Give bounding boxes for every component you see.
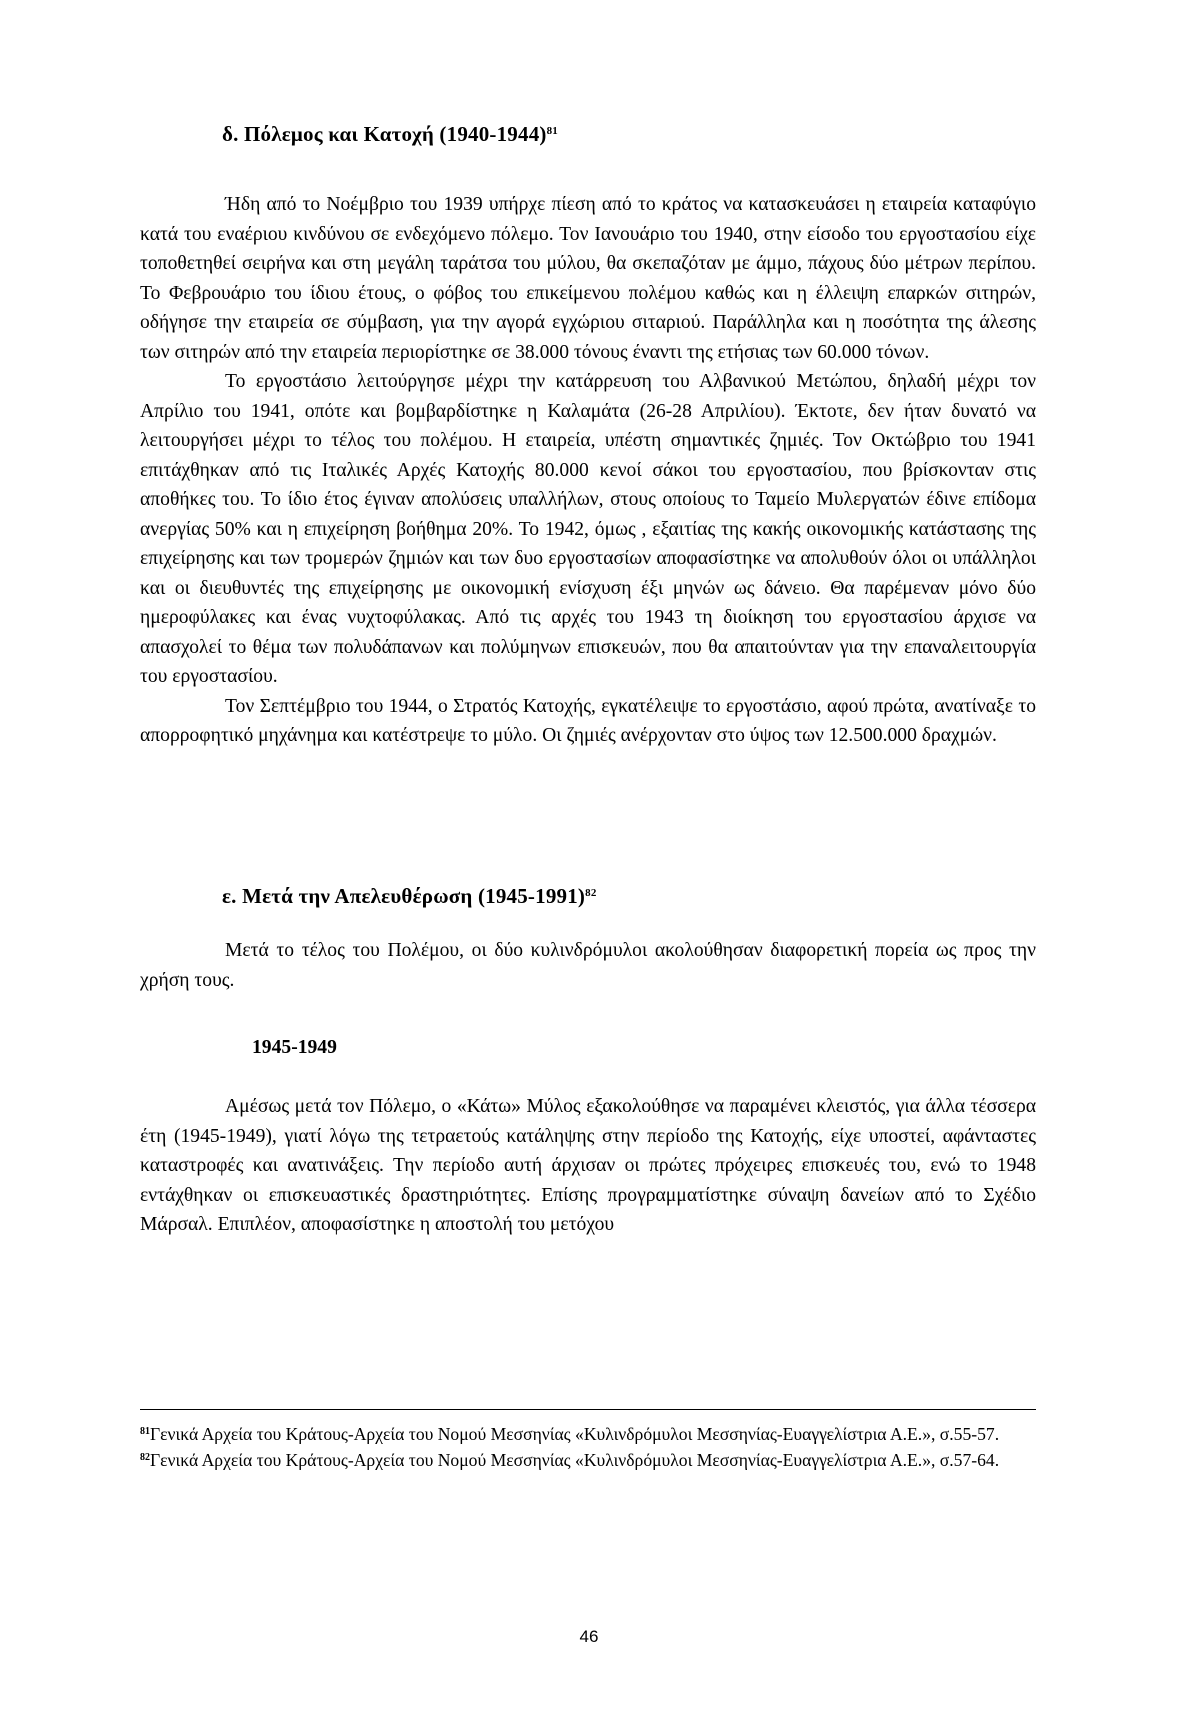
section-d-title: δ. Πόλεμος και Κατοχή (1940-1944) [222,122,547,146]
section-e-body [140,936,1036,995]
section-d-paragraph-3: Τον Σεπτέμβριο του 1944, ο Στρατός Κατοχής, εγκατέλειψε το εργοστάσιο, αφού πρώτα, ανατίναξε το απορροφητικό μηχάνημα και κατέστρεψε το μύλο. Οι ζημιές ανέρχονταν στο ύψος των 12.500.000 δραχμών. [140,695,1036,746]
footnote-number: 81 [140,1426,150,1437]
footnote-ref-82[interactable]: 82 [585,887,597,899]
footnote-81 [140,1421,1036,1447]
footnote-text: Γενικά Αρχεία του Κράτους-Αρχεία του Νομού Μεσσηνίας «Κυλινδρόμυλοι Μεσσηνίας-Ευαγγελίστρια Α.Ε.», σ.55-57. [150,1424,1000,1444]
footnote-text: Γενικά Αρχεία του Κράτους-Αρχεία του Νομού Μεσσηνίας «Κυλινδρόμυλοι Μεσσηνίας-Ευαγγελίστρια Α.Ε.», σ.57-64. [150,1450,1000,1470]
period-paragraph: Αμέσως μετά τον Πόλεμο, ο «Κάτω» Μύλος εξακολούθησε να παραμένει κλειστός, για άλλα τέσσερα έτη (1945-1949), γιατί λόγω της τετραετούς κατάληψης στην περίοδο της Κατοχής, είχε υποστεί, αφάνταστες καταστροφές και ανατινάξεις. Την περίοδο αυτή άρχισαν οι πρώτες πρόχειρες επισκευές του, ενώ το 1948 εντάχθηκαν οι επισκευαστικές δραστηριότητες. Επίσης προγραμματίστηκε σύναψη δανείων από το Σχέδιο Μάρσαλ. Επιπλέον, αποφασίστηκε η αποστολή του μετόχου [140,1096,1036,1235]
section-e-title: ε. Μετά την Απελευθέρωση (1945-1991) [222,884,586,908]
section-d-body [140,190,1036,751]
footnote-82 [140,1447,1036,1473]
section-d-heading [222,121,558,147]
footnote-divider [140,1409,1036,1410]
section-e-paragraph: Μετά το τέλος του Πολέμου, οι δύο κυλινδρόμυλοι ακολούθησαν διαφορετική πορεία ως προς την χρήση τους. [140,940,1036,991]
footnote-number: 82 [140,1452,150,1463]
footnotes [140,1421,1036,1473]
period-heading: 1945-1949 [252,1037,337,1058]
section-d-paragraph-2: Το εργοστάσιο λειτούργησε μέχρι την κατάρρευση του Αλβανικού Μετώπου, δηλαδή μέχρι τον Απρίλιο του 1941, οπότε και βομβαρδίστηκε η Καλαμάτα (26-28 Απριλίου). Έκτοτε, δεν ήταν δυνατό να λειτουργήσει μέχρι το τέλος του πολέμου. Η εταιρεία, υπέστη σημαντικές ζημιές. Τον Οκτώβριο του 1941 επιτάχθηκαν από τις Ιταλικές Αρχές Κατοχής 80.000 κενοί σάκοι του εργοστασίου, που βρίσκονταν στις αποθήκες του. Το ίδιο έτος έγιναν απολύσεις υπαλλήλων, στους οποίους το Ταμείο Μυλεργατών έδινε επίδομα ανεργίας 50% και η επιχείρηση βοήθημα 20%. Το 1942, όμως , εξαιτίας της κακής οικονομικής κατάστασης της επιχείρησης και των τρομερών ζημιών και των δυο εργοστασίων αποφασίστηκε να απολυθούν όλοι οι υπάλληλοι και οι διευθυντές της επιχείρησης με οικονομική ενίσχυση έξι μηνών ως δάνειο. Θα παρέμεναν μόνο δύο ημεροφύλακες και ένας νυχτοφύλακας. Από τις αρχές του 1943 τη διοίκηση του εργοστασίου άρχισε να απασχολεί το θέμα των πολυδάπανων και πολύμηνων επισκευών, που θα απαιτούνταν για την επαναλειτουργία του εργοστασίου. [140,371,1036,687]
document-page [140,0,1036,1709]
period-body [140,1092,1036,1240]
page-number: 46 [579,1627,599,1646]
footnote-ref-81[interactable]: 81 [546,125,559,137]
section-e-heading [222,883,597,909]
section-d-paragraph-1: Ήδη από το Νοέμβριο του 1939 υπήρχε πίεση από το κράτος να κατασκευάσει η εταιρεία καταφύγιο κατά του εναέριου κινδύνου σε ενδεχόμενο πόλεμο. Τον Ιανουάριο του 1940, στην είσοδο του εργοστασίου είχε τοποθετηθεί σειρήνα και στη μεγάλη ταράτσα του μύλου, θα σκεπαζόταν με άμμο, πάχους δύο μέτρων περίπου. Το Φεβρουάριο του ίδιου έτους, ο φόβος του επικείμενου πολέμου καθώς και η έλλειψη επαρκών σιτηρών, οδήγησε την εταιρεία σε σύμβαση, για την αγορά εγχώριου σιταριού. Παράλληλα και η ποσότητα της άλεσης των σιτηρών από την εταιρεία περιορίστηκε σε 38.000 τόνους έναντι της ετήσιας των 60.000 τόνων. [140,194,1036,363]
